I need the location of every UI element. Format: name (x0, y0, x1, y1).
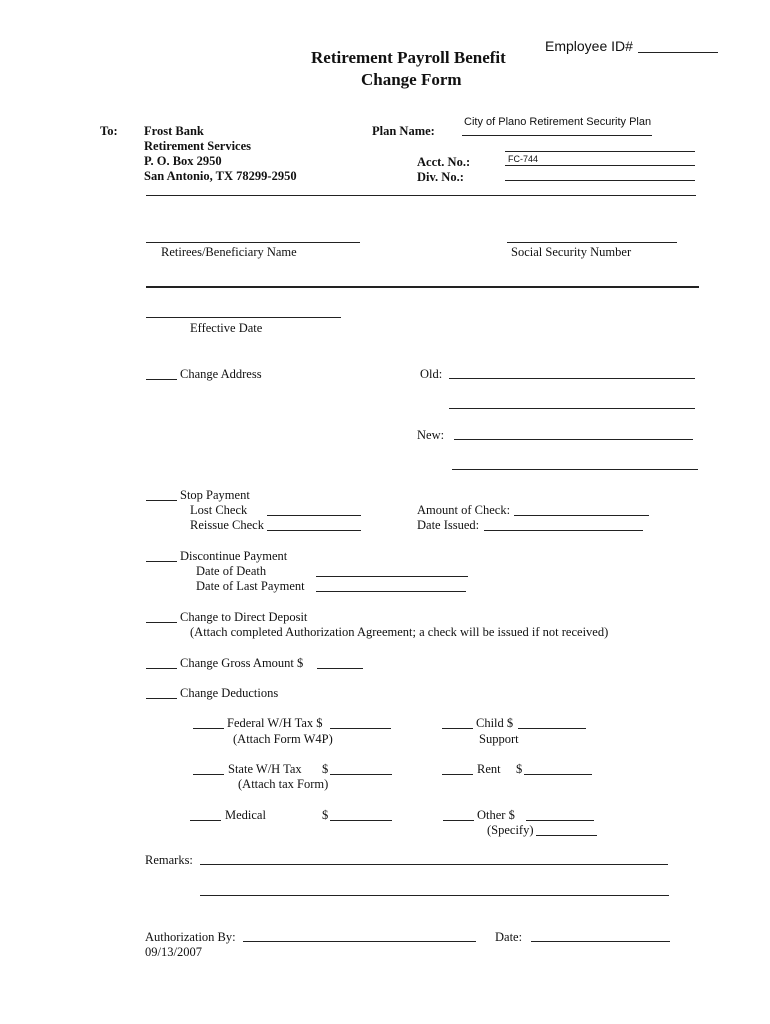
direct-deposit-note: (Attach completed Authorization Agreement; a check will be issued if not received) (190, 625, 609, 639)
div-no-line[interactable] (505, 180, 695, 181)
retiree-name-label: Retirees/Beneficiary Name (161, 245, 297, 259)
gross-amount-line[interactable] (317, 668, 363, 669)
date-label: Date: (495, 930, 523, 944)
state-check[interactable] (193, 774, 224, 775)
state-amount-line[interactable] (330, 774, 392, 775)
form-title-line1: Retirement Payroll Benefit (311, 48, 506, 67)
change-address-check[interactable] (146, 379, 177, 380)
remarks-label: Remarks: (145, 853, 193, 867)
lost-check-label: Lost Check (190, 503, 248, 517)
effective-date-label: Effective Date (190, 321, 263, 335)
acct-no-line[interactable] (505, 165, 695, 166)
ssn-label: Social Security Number (511, 245, 632, 259)
state-dollar: $ (322, 762, 329, 776)
federal-amount-line[interactable] (330, 728, 391, 729)
stop-payment-check[interactable] (146, 500, 177, 501)
authorization-label: Authorization By: (145, 930, 236, 944)
deductions-check[interactable] (146, 698, 177, 699)
child-support-note: Support (479, 732, 519, 746)
change-address-label: Change Address (180, 367, 262, 381)
old-address-line-2[interactable] (449, 408, 695, 409)
form-title-line2: Change Form (361, 70, 462, 89)
direct-deposit-label: Change to Direct Deposit (180, 610, 308, 624)
address-line: Retirement Services (144, 139, 252, 153)
header-divider (146, 195, 696, 196)
other-amount-line[interactable] (526, 820, 594, 821)
address-line: San Antonio, TX 78299-2950 (144, 169, 297, 183)
acct-no-value: FC-744 (508, 154, 539, 164)
gross-amount-check[interactable] (146, 668, 177, 669)
reissue-check-label: Reissue Check (190, 518, 264, 532)
remarks-line-2[interactable] (200, 895, 669, 896)
rent-dollar: $ (516, 762, 523, 776)
rent-label: Rent (477, 762, 501, 776)
stop-payment-label: Stop Payment (180, 488, 250, 502)
date-issued-label: Date Issued: (417, 518, 480, 532)
medical-dollar: $ (322, 808, 329, 822)
new-address-line-2[interactable] (452, 469, 698, 470)
amount-of-check-label: Amount of Check: (417, 503, 511, 517)
retiree-name-line[interactable] (146, 242, 360, 243)
rent-amount-line[interactable] (524, 774, 592, 775)
lost-check-line[interactable] (267, 515, 361, 516)
state-note: (Attach tax Form) (238, 777, 329, 791)
acct-no-label: Acct. No.: (417, 155, 471, 169)
div-no-label: Div. No.: (417, 170, 464, 184)
federal-note: (Attach Form W4P) (233, 732, 333, 746)
address-line: P. O. Box 2950 (144, 154, 222, 168)
other-specify-label: (Specify) (487, 823, 534, 837)
other-specify-line[interactable] (536, 835, 597, 836)
reissue-check-line[interactable] (267, 530, 361, 531)
other-label: Other $ (477, 808, 515, 822)
discontinue-payment-label: Discontinue Payment (180, 549, 288, 563)
medical-label: Medical (225, 808, 266, 822)
child-support-amount-line[interactable] (518, 728, 586, 729)
new-address-label: New: (417, 428, 445, 442)
deductions-label: Change Deductions (180, 686, 279, 700)
new-address-line-1[interactable] (454, 439, 693, 440)
address-line: Frost Bank (144, 124, 204, 138)
direct-deposit-check[interactable] (146, 622, 177, 623)
remarks-line-1[interactable] (200, 864, 668, 865)
employee-id-label: Employee ID# (545, 38, 633, 54)
authorization-line[interactable] (243, 941, 476, 942)
federal-label: Federal W/H Tax $ (227, 716, 323, 730)
gross-amount-label: Change Gross Amount $ (180, 656, 304, 670)
employee-id-field[interactable] (638, 38, 718, 53)
to-label: To: (100, 124, 118, 138)
date-line[interactable] (531, 941, 670, 942)
federal-check[interactable] (193, 728, 224, 729)
plan-name-line[interactable] (462, 135, 652, 136)
plan-extra-line[interactable] (505, 151, 695, 152)
discontinue-payment-check[interactable] (146, 561, 177, 562)
child-support-label: Child $ (476, 716, 514, 730)
child-support-check[interactable] (442, 728, 473, 729)
form-version-date: 09/13/2007 (145, 945, 202, 959)
medical-amount-line[interactable] (330, 820, 392, 821)
state-label: State W/H Tax (228, 762, 302, 776)
date-last-payment-label: Date of Last Payment (196, 579, 305, 593)
medical-check[interactable] (190, 820, 221, 821)
other-check[interactable] (443, 820, 474, 821)
section-divider (146, 286, 699, 288)
amount-of-check-line[interactable] (514, 515, 649, 516)
plan-name-value: City of Plano Retirement Security Plan (464, 116, 652, 128)
ssn-line[interactable] (507, 242, 677, 243)
recipient-address (144, 124, 297, 184)
rent-check[interactable] (442, 774, 473, 775)
effective-date-line[interactable] (146, 317, 341, 318)
date-of-death-label: Date of Death (196, 564, 267, 578)
date-of-death-line[interactable] (316, 576, 468, 577)
old-address-line-1[interactable] (449, 378, 695, 379)
plan-name-label: Plan Name: (372, 124, 435, 138)
old-address-label: Old: (420, 367, 443, 381)
date-last-payment-line[interactable] (316, 591, 466, 592)
date-issued-line[interactable] (484, 530, 643, 531)
